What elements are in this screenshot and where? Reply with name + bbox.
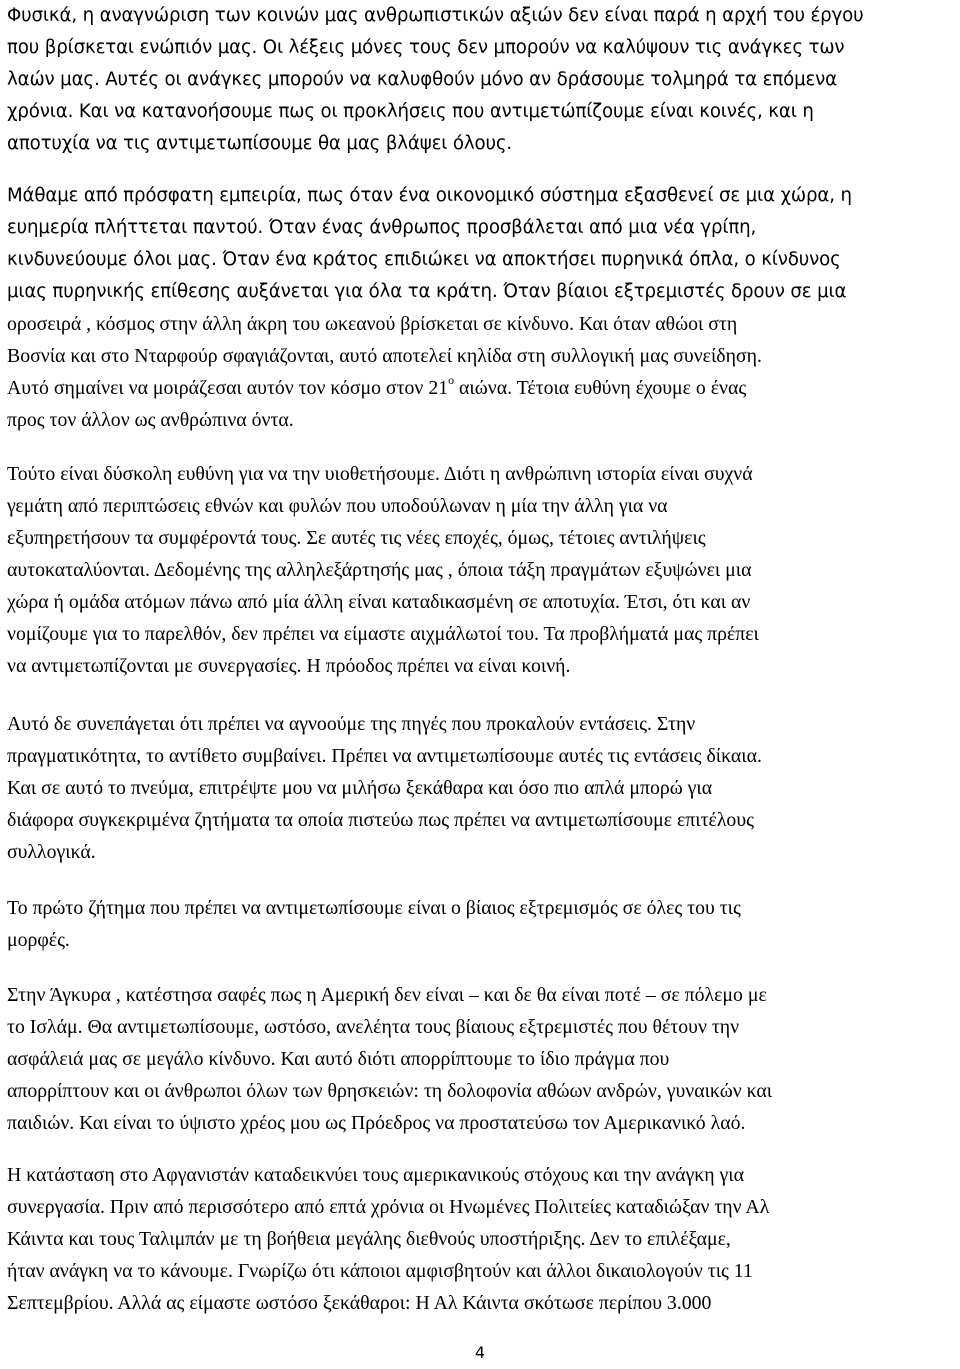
text-line: χώρα ή ομάδα ατόμων πάνω από μία άλλη είναι καταδικασμένη σε αποτυχία. Έτσι, ότι και αν (7, 591, 751, 613)
paragraph-3 (7, 458, 955, 682)
text-line: Φυσικά, η αναγνώριση των κοινών μας ανθρωπιστικών αξιών δεν είναι παρά η αρχή του έργου (7, 5, 864, 26)
text-line: παιδιών. Και είναι το ύψιστο χρέος μου ως Πρόεδρος να προστατεύσω τον Αμερικανικό λαό. (7, 1112, 746, 1134)
text-line: μορφές. (7, 929, 70, 951)
text-line: ευημερία πλήττεται παντού. Όταν ένας άνθρωπος προσβάλεται από μια νέα γρίπη, (7, 217, 757, 238)
paragraph-7 (7, 1159, 955, 1319)
paragraph-6 (7, 979, 955, 1139)
text-line: μιας πυρηνικής επίθεσης αυξάνεται για όλα τα κράτη. Όταν βίαιοι εξτρεμιστές δρουν σε μια (7, 281, 847, 302)
text-line: Μάθαμε από πρόσφατη εμπειρία, πως όταν ένα οικονομικό σύστημα εξασθενεί σε μια χώρα, η (7, 185, 852, 206)
text-line: Στην Άγκυρα , κατέστησα σαφές πως η Αμερική δεν είναι – και δε θα είναι ποτέ – σε πόλεμο με (7, 984, 767, 1006)
text-line: Η κατάσταση στο Αφγανιστάν καταδεικνύει τους αμερικανικούς στόχους και την ανάγκη για (7, 1164, 744, 1186)
text-line: αυτοκαταλύονται. Δεδομένης της αλληλεξάρτησής μας , όποια τάξη πραγμάτων εξυψώνει μια (7, 559, 752, 581)
text-line: Κάιντα και τους Ταλιμπάν με τη βοήθεια μεγάλης διεθνούς υποστήριξης. Δεν το επιλέξαμε, (7, 1228, 731, 1250)
text-line: γεμάτη από περιπτώσεις εθνών και φυλών που υποδούλωναν η μία την άλλη για να (7, 495, 668, 517)
text-line: Τούτο είναι δύσκολη ευθύνη για να την υιοθετήσουμε. Διότι η ανθρώπινη ιστορία είναι συχνά (7, 463, 753, 485)
text-line: ήταν ανάγκη να το κάνουμε. Γνωρίζω ότι κάποιοι αμφισβητούν και άλλοι δικαιολογούν τις 11 (7, 1260, 753, 1282)
text-line: να αντιμετωπίζονται με συνεργασίες. Η πρόοδος πρέπει να είναι κοινή. (7, 655, 571, 677)
text-run: Αυτό σημαίνει να μοιράζεσαι αυτόν τον κόσμο στον 21 (7, 377, 449, 399)
text-line: Το πρώτο ζήτημα που πρέπει να αντιμετωπίσουμε είναι ο βίαιος εξτρεμισμός σε όλες του τις (7, 897, 741, 919)
text-line: Σεπτεμβρίου. Αλλά ας είμαστε ωστόσο ξεκάθαροι: Η Αλ Κάιντα σκότωσε περίπου 3.000 (7, 1292, 712, 1314)
paragraph-2 (7, 180, 955, 308)
text-line: νομίζουμε για το παρελθόν, δεν πρέπει να είμαστε αιχμάλωτοί του. Τα προβλήματά μας πρέπει (7, 623, 759, 645)
text-line: ασφάλειά μας σε μεγάλο κίνδυνο. Και αυτό διότι απορρίπτουμε το ίδιο πράγμα που (7, 1048, 670, 1070)
text-line: χρόνια. Και να κατανοήσουμε πως οι προκλήσεις που αντιμετώπίζουμε είναι κοινές, και η (7, 101, 814, 122)
page-number: 4 (474, 1343, 486, 1362)
text-line: Αυτό δε συνεπάγεται ότι πρέπει να αγνοούμε της πηγές που προκαλούν εντάσεις. Στην (7, 713, 696, 735)
text-run: αιώνα. Τέτοια ευθύνη έχουμε ο ένας (454, 377, 747, 399)
text-line: λαών μας. Αυτές οι ανάγκες μπορούν να καλυφθούν μόνο αν δράσουμε τολμηρά τα επόμενα (7, 69, 838, 90)
text-line: προς τον άλλον ως ανθρώπινα όντα. (7, 409, 294, 431)
paragraph-1 (7, 0, 955, 160)
text-line (7, 372, 955, 404)
text-line: εξυπηρετήσουν τα συμφέροντά τους. Σε αυτές τις νέες εποχές, όμως, τέτοιες αντιλήψεις (7, 527, 706, 549)
text-line: συνεργασία. Πριν από περισσότερο από επτά χρόνια οι Ηνωμένες Πολιτείες καταδιώξαν την Αλ (7, 1196, 770, 1218)
text-line: συλλογικά. (7, 841, 96, 863)
text-line: οροσειρά , κόσμος στην άλλη άκρη του ωκεανού βρίσκεται σε κίνδυνο. Και όταν αθώοι στη (7, 313, 738, 335)
text-line: Και σε αυτό το πνεύμα, επιτρέψτε μου να μιλήσω ξεκάθαρα και όσο πιο απλά μπορώ για (7, 777, 713, 799)
text-line: πραγματικότητα, το αντίθετο συμβαίνει. Πρέπει να αντιμετωπίσουμε αυτές τις εντάσεις δίκαια. (7, 745, 762, 767)
text-line: το Ισλάμ. Θα αντιμετωπίσουμε, ωστόσο, ανελέητα τους βίαιους εξτρεμιστές που θέτουν την (7, 1016, 740, 1038)
paragraph-2-continued (7, 308, 955, 436)
text-line: απορρίπτουν και οι άνθρωποι όλων των θρησκειών: τη δολοφονία αθώων ανδρών, γυναικών και (7, 1080, 773, 1102)
text-line: αποτυχία να τις αντιμετωπίσουμε θα μας βλάψει όλους. (7, 133, 512, 154)
text-line: Βοσνία και στο Νταρφούρ σφαγιάζονται, αυτό αποτελεί κηλίδα στη συλλογική μας συνείδηση. (7, 345, 762, 367)
superscript-ordinal: ο (448, 373, 455, 388)
text-line: διάφορα συγκεκριμένα ζητήματα τα οποία πιστεύω πως πρέπει να αντιμετωπίσουμε επιτέλους (7, 809, 754, 831)
paragraph-5 (7, 892, 955, 956)
text-line: κινδυνεύουμε όλοι μας. Όταν ένα κράτος επιδιώκει να αποκτήσει πυρηνικά όπλα, ο κίνδυνος (7, 249, 841, 270)
paragraph-4 (7, 708, 955, 868)
text-line: που βρίσκεται ενώπιόν μας. Οι λέξεις μόνες τους δεν μπορούν να καλύψουν τις ανάγκες των (7, 37, 845, 58)
